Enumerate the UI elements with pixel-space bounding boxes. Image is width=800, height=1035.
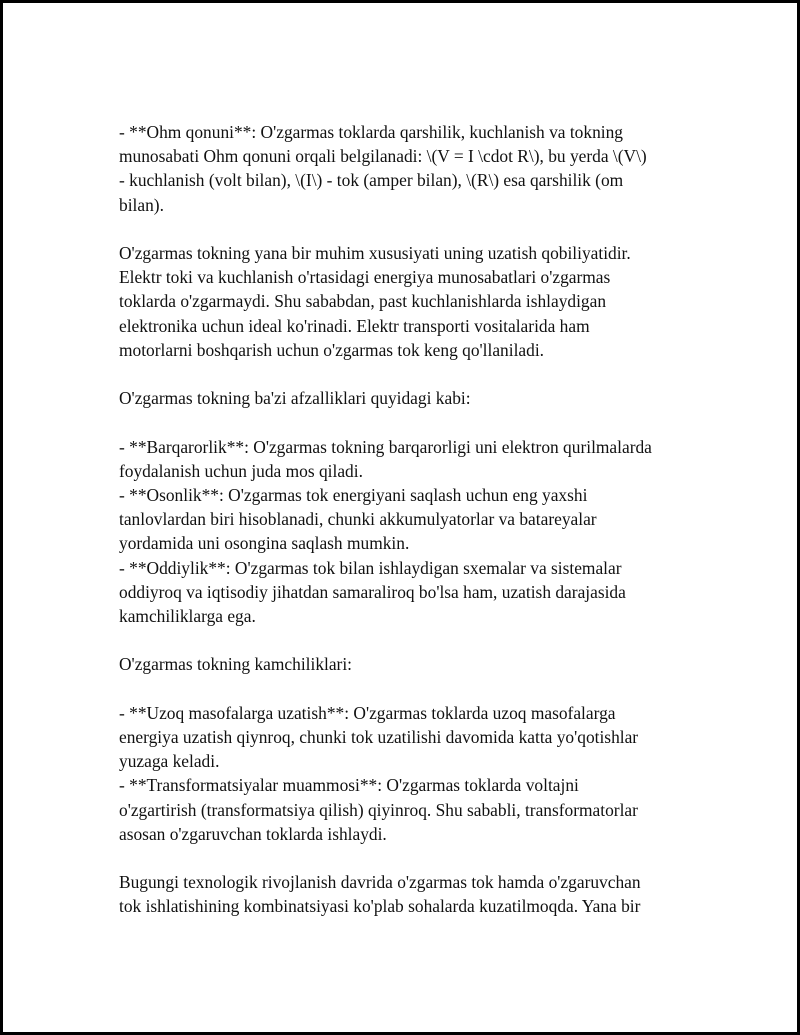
advantages-heading: O'zgarmas tokning ba'zi afzalliklari quyidagi kabi: xyxy=(119,388,471,409)
transmission-paragraph: O'zgarmas tokning yana bir muhim xususiyati uning uzatish qobiliyatidir. Elektr toki va kuchlanish o'rtasidagi energiya munosabatlari o'zgarmas toklarda o'zgarmaydi. Shu sababdan, past kuchlanishlarda ishlaydigan elektronika uchun ideal ko'rinadi. Elektr transporti vositalarida ham motorlarni boshqarish uchun o'zgarmas tok keng qo'llaniladi. xyxy=(119,243,631,360)
disadvantages-heading: O'zgarmas tokning kamchiliklari: xyxy=(119,654,353,675)
advantages-list: - **Barqarorlik**: O'zgarmas tokning barqarorligi uni elektron qurilmalarda foydalanish uchun juda mos qiladi. - **Osonlik**: O'zgarmas tok energiyani saqlash uchun eng yaxshi tanlovlardan biri hisoblanadi, chunki akkumulyatorlar va batareyalar yordamida uni osongina saqlash mumkin. - **Oddiylik**: O'zgarmas tok bilan ishlaydigan sxemalar va sistemalar oddiyroq va iqtisodiy jihatdan samaraliroq bo'lsa ham, uzatish darajasida kamchiliklarga ega. xyxy=(119,436,652,627)
closing-paragraph: Bugungi texnologik rivojlanish davrida o'zgarmas tok hamda o'zgaruvchan tok ishlatishining kombinatsiyasi ko'plab sohalarda kuzatilmoqda. Yana bir xyxy=(119,872,641,917)
ohm-law-bullet: - **Ohm qonuni**: O'zgarmas toklarda qarshilik, kuchlanish va tokning munosabati Ohm qonuni orqali belgilanadi: \(V = I \cdot R\), bu yerda \(V\) - kuchlanish (volt bilan), \(I\) - tok (amper bilan), \(R\) esa qarshilik (om bilan). xyxy=(119,122,647,215)
disadvantages-list: - **Uzoq masofalarga uzatish**: O'zgarmas toklarda uzoq masofalarga energiya uzatish qiynroq, chunki tok uzatilishi davomida katta yo'qotishlar yuzaga keladi. - **Transformatsiyalar muammosi**: O'zgarmas toklarda voltajni o'zgartirish (transformatsiya qilish) qiyinroq. Shu sababli, transformatorlar asosan o'zgaruvchan toklarda ishlaydi. xyxy=(119,702,639,844)
document-body xyxy=(119,120,709,943)
